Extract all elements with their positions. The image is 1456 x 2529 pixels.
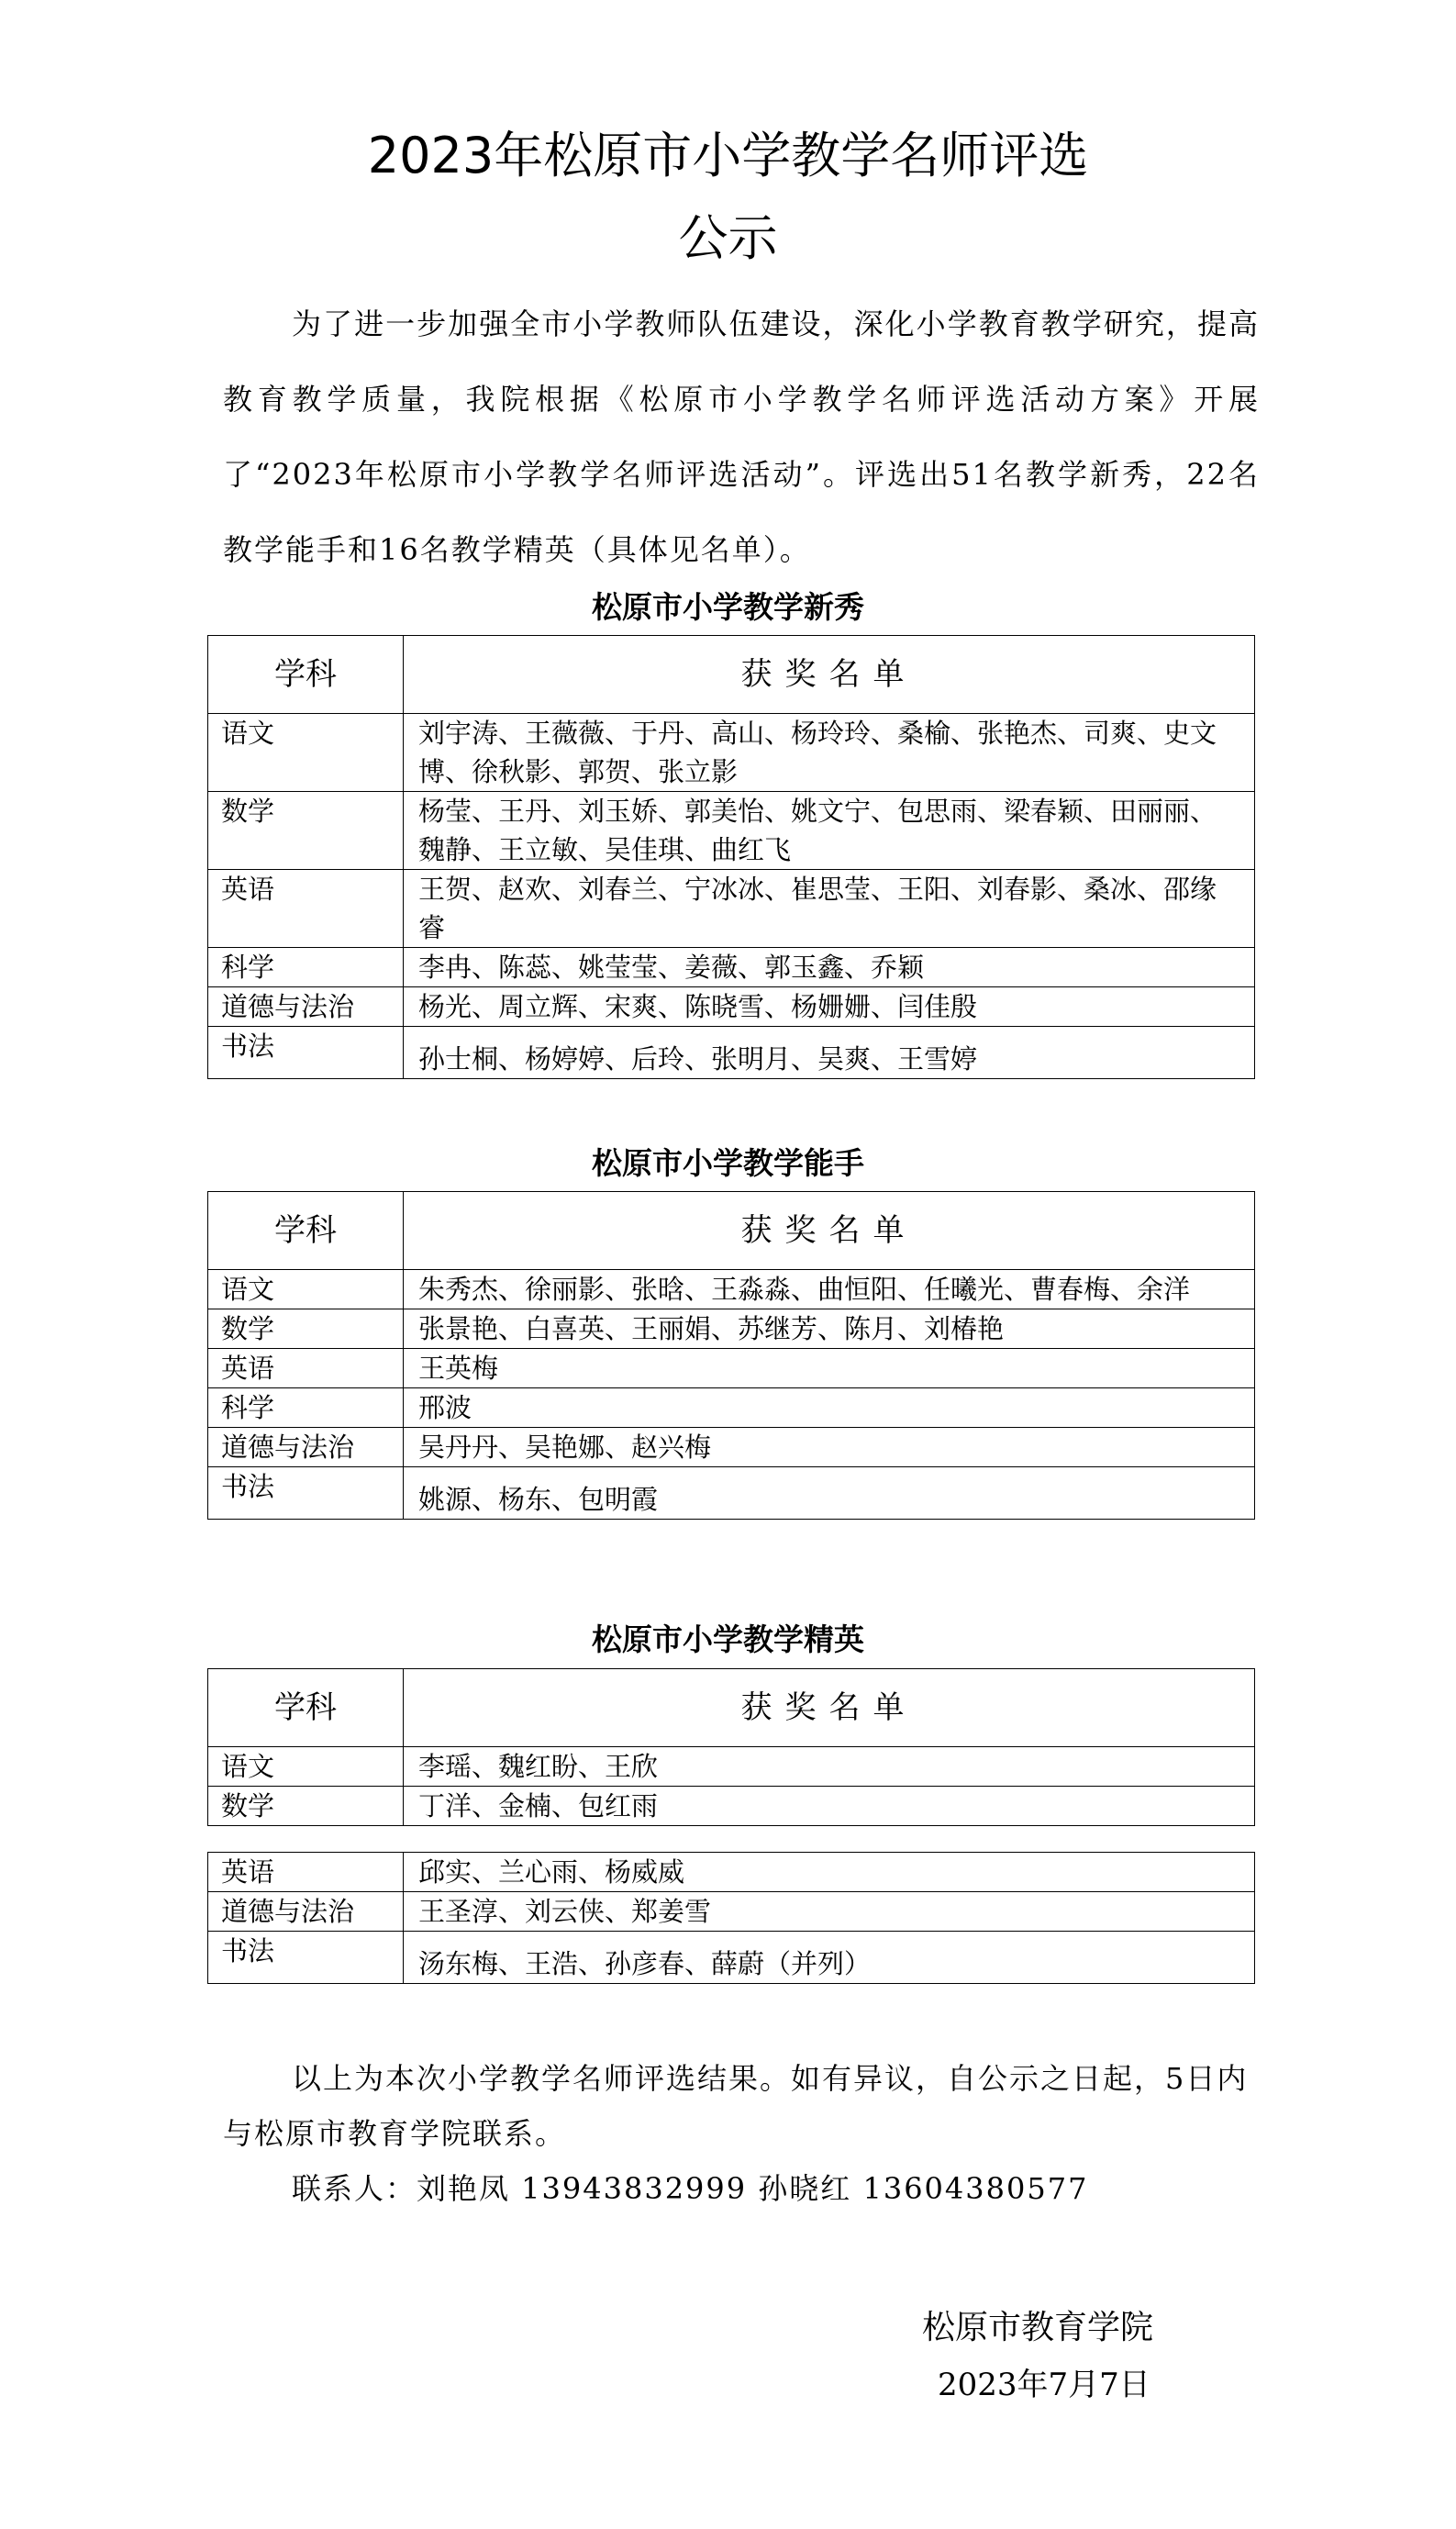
names-cell: 孙士桐、杨婷婷、后玲、张明月、吴爽、王雪婷 (404, 1027, 1255, 1079)
subject-cell: 英语 (208, 870, 404, 948)
table-caption-newcomers: 松原市小学教学新秀 (592, 589, 864, 625)
subject-cell: 书法 (208, 1467, 404, 1520)
table-row (208, 792, 1255, 870)
document-subtitle: 公示 (678, 209, 778, 267)
table-row (208, 714, 1255, 792)
table-row (208, 1892, 1255, 1932)
document-title: 2023年松原市小学教学名师评选 (367, 127, 1089, 184)
table-row (208, 1349, 1255, 1388)
header-subject: 学科 (208, 636, 404, 714)
subject-cell: 数学 (208, 792, 404, 870)
names-cell: 李瑶、魏红盼、王欣 (404, 1747, 1255, 1787)
table-elites-part1 (207, 1668, 1255, 1826)
names-cell: 王圣淳、刘云侠、郑姜雪 (404, 1892, 1255, 1932)
names-cell: 丁洋、金楠、包红雨 (404, 1787, 1255, 1826)
issue-date: 2023年7月7日 (938, 2367, 1150, 2403)
names-cell: 吴丹丹、吴艳娜、赵兴梅 (404, 1428, 1255, 1467)
subject-cell: 英语 (208, 1853, 404, 1892)
names-cell: 邱实、兰心雨、杨威威 (404, 1853, 1255, 1892)
names-cell: 刘宇涛、王薇薇、于丹、高山、杨玲玲、桑榆、张艳杰、司爽、史文博、徐秋影、郭贺、张立影 (404, 714, 1255, 792)
subject-cell: 书法 (208, 1027, 404, 1079)
table-row (208, 870, 1255, 948)
header-subject: 学科 (208, 1669, 404, 1747)
table-header-row (208, 1192, 1255, 1270)
subject-cell: 数学 (208, 1787, 404, 1826)
issuing-organization: 松原市教育学院 (922, 2309, 1154, 2346)
table-row (208, 987, 1255, 1027)
subject-cell: 科学 (208, 1388, 404, 1428)
subject-cell: 英语 (208, 1349, 404, 1388)
contact-line: 联系人：刘艳凤 13943832999 孙晓红 13604380577 (292, 2171, 1089, 2206)
table-row (208, 1309, 1255, 1349)
table-elites-part2 (207, 1852, 1255, 1984)
table-row (208, 1787, 1255, 1826)
table-row (208, 1932, 1255, 1984)
subject-cell: 道德与法治 (208, 1892, 404, 1932)
header-names: 获奖名单 (404, 1192, 1255, 1270)
names-cell: 王贺、赵欢、刘春兰、宁冰冰、崔思莹、王阳、刘春影、桑冰、邵缘睿 (404, 870, 1255, 948)
table-row (208, 1467, 1255, 1520)
names-cell: 张景艳、白喜英、王丽娟、苏继芳、陈月、刘椿艳 (404, 1309, 1255, 1349)
table-newcomers (207, 635, 1255, 1079)
names-cell: 邢波 (404, 1388, 1255, 1428)
table-header-row (208, 636, 1255, 714)
table-row (208, 948, 1255, 987)
subject-cell: 语文 (208, 714, 404, 792)
table-row (208, 1027, 1255, 1079)
table-caption-elites: 松原市小学教学精英 (592, 1621, 864, 1657)
subject-cell: 语文 (208, 1270, 404, 1309)
header-names: 获奖名单 (404, 636, 1255, 714)
subject-cell: 科学 (208, 948, 404, 987)
table-header-row (208, 1669, 1255, 1747)
table-row (208, 1747, 1255, 1787)
subject-cell: 道德与法治 (208, 987, 404, 1027)
closing-paragraph: 以上为本次小学教学名师评选结果。如有异议，自公示之日起，5日内与松原市教育学院联系。 (223, 2061, 1249, 2151)
table-row (208, 1428, 1255, 1467)
names-cell: 王英梅 (404, 1349, 1255, 1388)
names-cell: 汤东梅、王浩、孙彦春、薛蔚（并列） (404, 1932, 1255, 1984)
table-row (208, 1388, 1255, 1428)
table-caption-experts: 松原市小学教学能手 (592, 1145, 864, 1181)
intro-paragraph: 为了进一步加强全市小学教师队伍建设，深化小学教育教学研究，提高教育教学质量，我院根据《松原市小学教学名师评选活动方案》开展了“2023年松原市小学教学名师评选活动”。评选出51名教学新秀，22名教学能手和16名教学精英（具体见名单）。 (223, 306, 1260, 567)
table-row (208, 1270, 1255, 1309)
names-cell: 杨莹、王丹、刘玉娇、郭美怡、姚文宁、包思雨、梁春颖、田丽丽、魏静、王立敏、吴佳琪、曲红飞 (404, 792, 1255, 870)
header-names: 获奖名单 (404, 1669, 1255, 1747)
subject-cell: 数学 (208, 1309, 404, 1349)
header-subject: 学科 (208, 1192, 404, 1270)
names-cell: 朱秀杰、徐丽影、张晗、王淼淼、曲恒阳、任曦光、曹春梅、余洋 (404, 1270, 1255, 1309)
subject-cell: 道德与法治 (208, 1428, 404, 1467)
subject-cell: 语文 (208, 1747, 404, 1787)
names-cell: 姚源、杨东、包明霞 (404, 1467, 1255, 1520)
subject-cell: 书法 (208, 1932, 404, 1984)
table-experts (207, 1191, 1255, 1520)
names-cell: 杨光、周立辉、宋爽、陈晓雪、杨姗姗、闫佳殷 (404, 987, 1255, 1027)
names-cell: 李冉、陈蕊、姚莹莹、姜薇、郭玉鑫、乔颖 (404, 948, 1255, 987)
table-row (208, 1853, 1255, 1892)
